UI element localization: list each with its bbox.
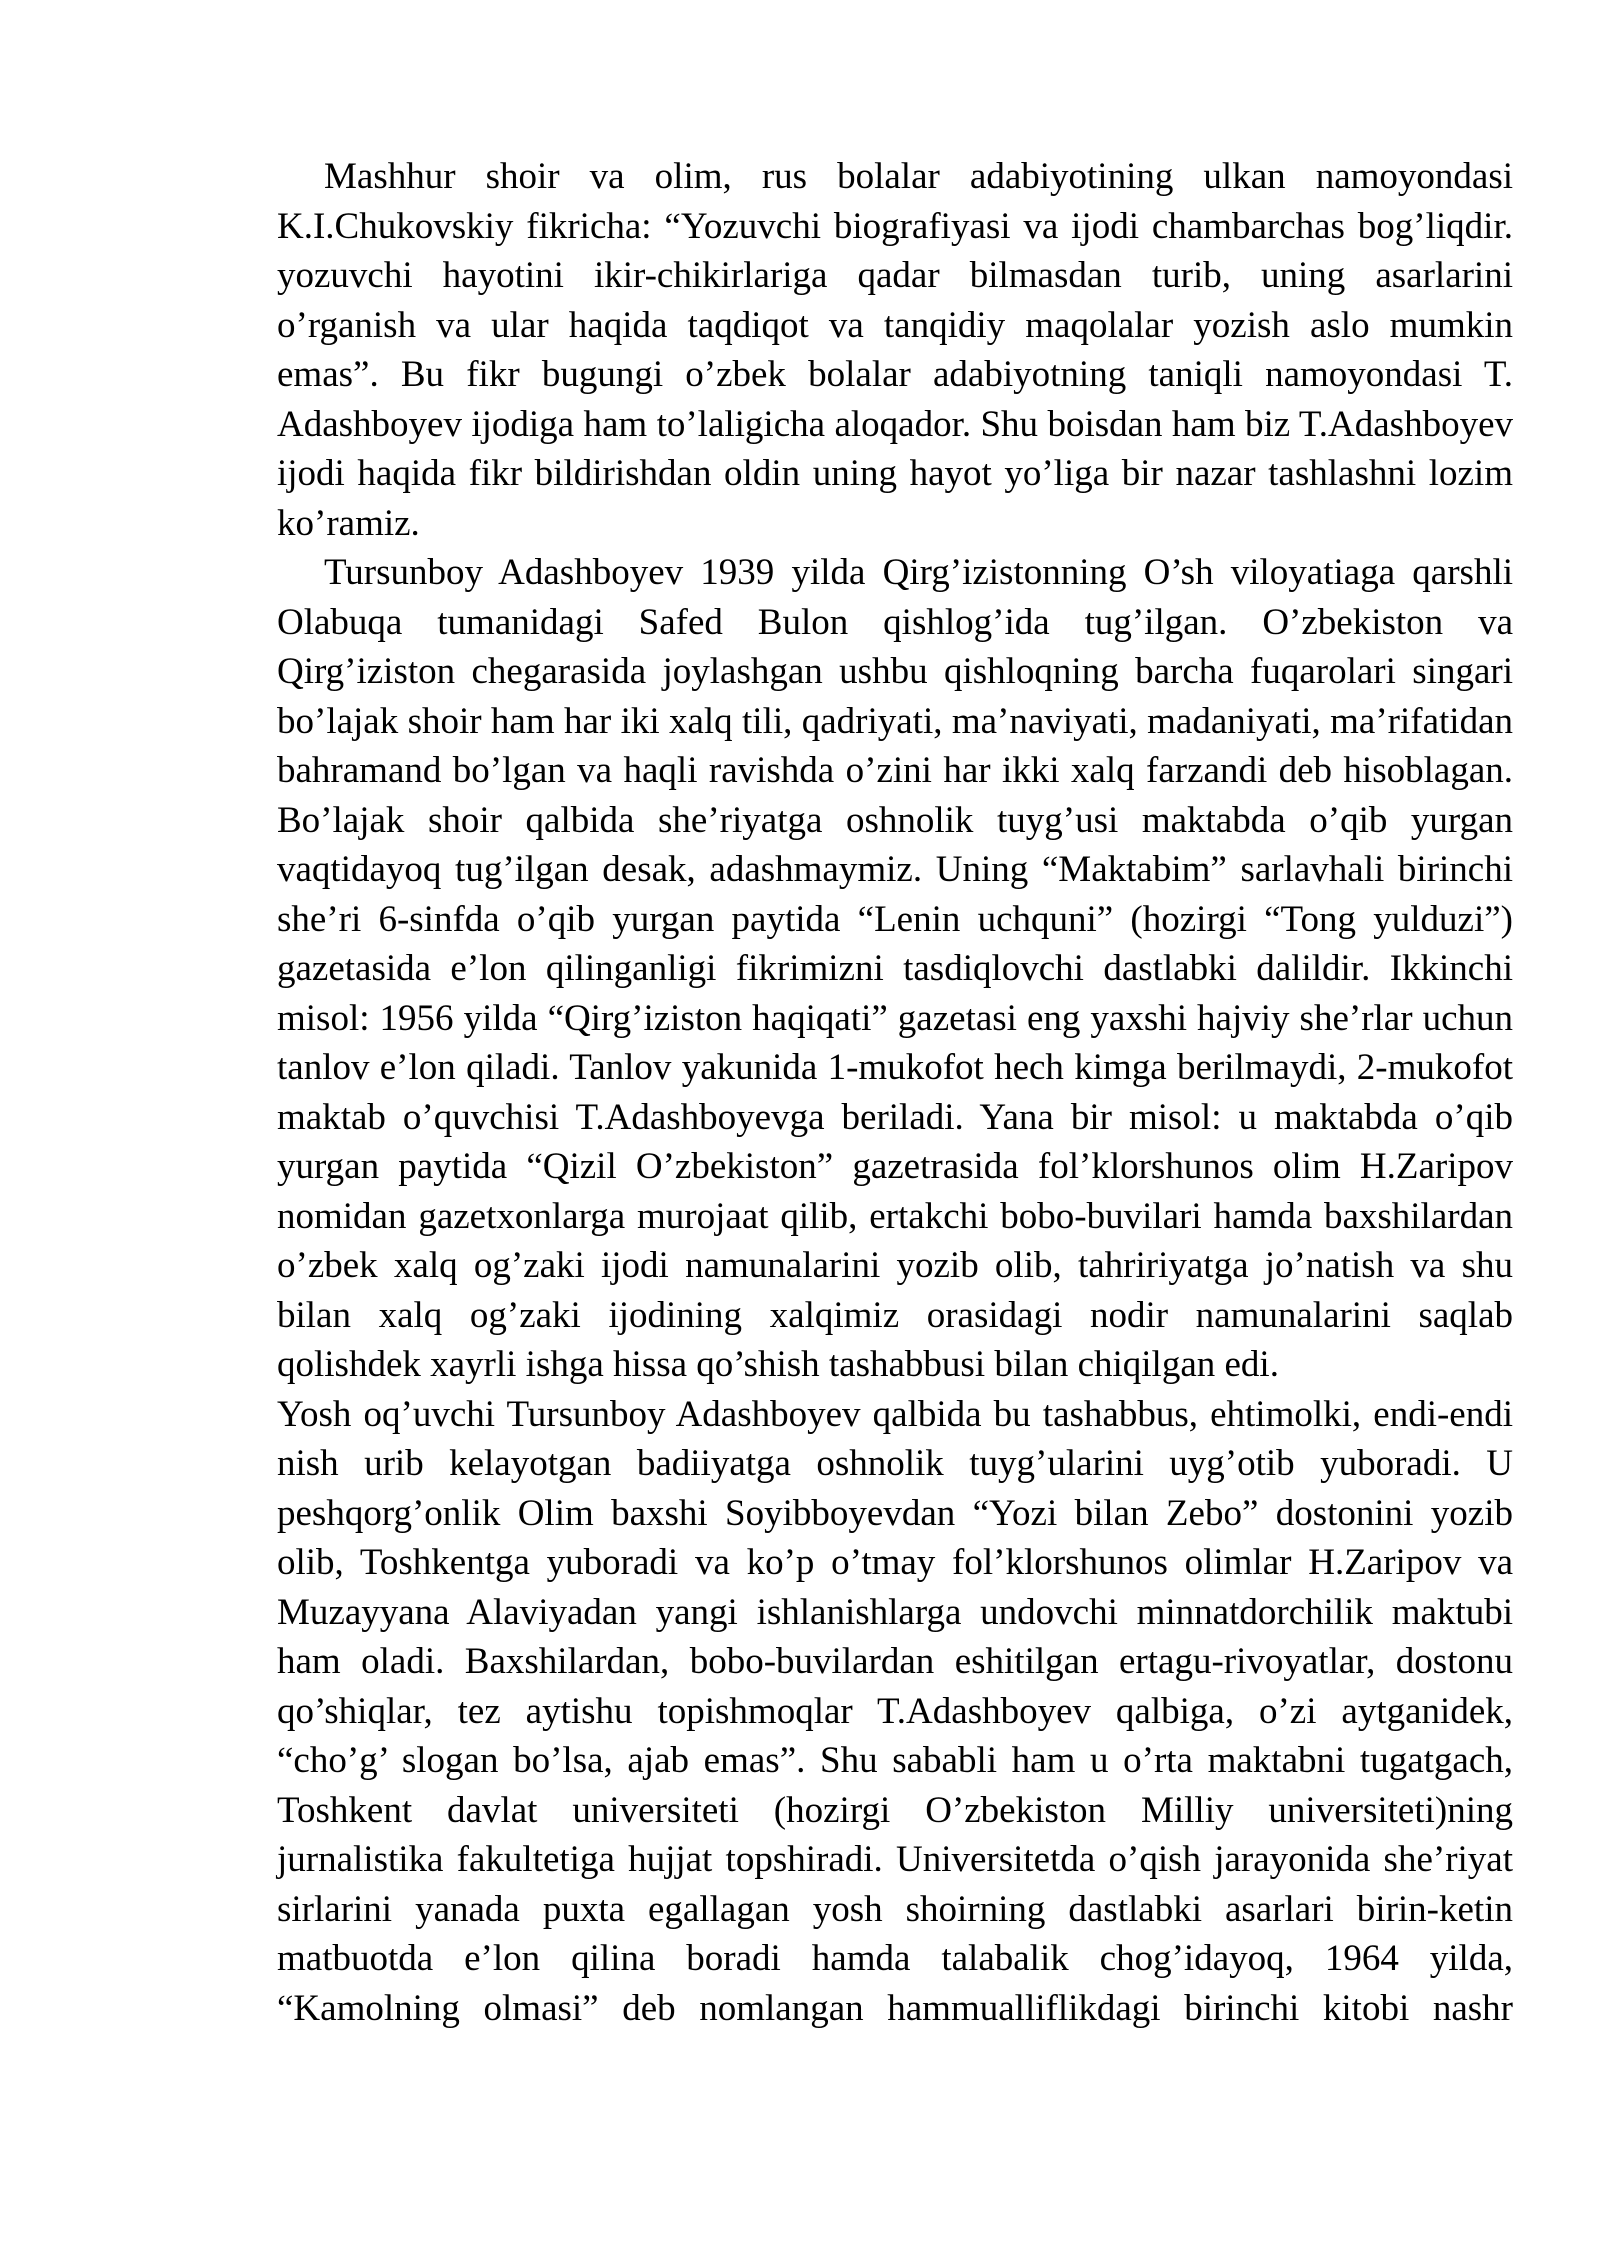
paragraph-university-years: Yosh oq’uvchi Tursunboy Adashboyev qalbida bu tashabbus, ehtimolki, endi-endi nish urib kelayotgan badiiyatga oshnolik tuyg’ularini uyg’otib yuboradi. U peshqorg’onlik Olim baxshi Soyibboyevdan “Yozi bilan Zebo” dostonini yozib olib, Toshkentga yuboradi va ko’p o’tmay fol’klorshunos olimlar H.Zaripov va Muzayyana Alaviyadan yangi ishlanishlarga undovchi minnatdorchilik maktubi ham oladi. Baxshilardan, bobo-buvilardan eshitilgan ertagu-rivoyatlar, dostonu qo’shiqlar, tez aytishu topishmoqlar T.Adashboyev qalbiga, o’zi aytganidek, “cho’g’ slogan bo’lsa, ajab emas”. Shu sababli ham u o’rta maktabni tugatgach, Toshkent davlat universiteti (hozirgi O’zbekiston Milliy universiteti)ning jurnalistika fakultetiga hujjat topshiradi. Universitetda o’qish jarayonida she’riyat sirlarini yanada puxta egallagan yosh shoirning dastlabki asarlari birin-ketin matbuotda e’lon qilina boradi hamda talabalik chog’idayoq, 1964 yilda, “Kamolning olmasi” deb nomlangan hammualliflikdagi birinchi kitobi nashr <box>277 1393 1513 2029</box>
document-page <box>277 152 1513 2033</box>
paragraph-chukovskiy-quote: Mashhur shoir va olim, rus bolalar adabiyotining ulkan namoyondasi K.I.Chukovskiy fikricha: “Yozuvchi biografiyasi va ijodi chambarchas bog’liqdir. yozuvchi hayotini ikir-chikirlariga qadar bilmasdan turib, uning asarlarini o’rganish va ular haqida taqdiqot va tanqidiy maqolalar yozish aslo mumkin emas”. Bu fikr bugungi o’zbek bolalar adabiyotning taniqli namoyondasi T. Adashboyev ijodiga ham to’laligicha aloqador. Shu boisdan ham biz T.Adashboyev ijodi haqida fikr bildirishdan oldin uning hayot yo’liga bir nazar tashlashni lozim ko’ramiz. <box>277 156 1513 544</box>
paragraph-biography-early-life: Tursunboy Adashboyev 1939 yilda Qirg’izistonning O’sh viloyatiaga qarshli Olabuqa tumanidagi Safed Bulon qishlog’ida tug’ilgan. O’zbekiston va Qirg’iziston chegarasida joylashgan ushbu qishloqning barcha fuqarolari singari bo’lajak shoir ham har iki xalq tili, qadriyati, ma’naviyati, madaniyati, ma’rifatidan bahramand bo’lgan va haqli ravishda o’zini har ikki xalq farzandi deb hisoblagan. Bo’lajak shoir qalbida she’riyatga oshnolik tuyg’usi maktabda o’qib yurgan vaqtidayoq tug’ilgan desak, adashmaymiz. Uning “Maktabim” sarlavhali birinchi she’ri 6-sinfda o’qib yurgan paytida “Lenin uchquni” (hozirgi “Tong yulduzi”) gazetasida e’lon qilinganligi fikrimizni tasdiqlovchi dastlabki dalildir. Ikkinchi misol: 1956 yilda “Qirg’iziston haqiqati” gazetasi eng yaxshi hajviy she’rlar uchun tanlov e’lon qiladi. Tanlov yakunida 1-mukofot hech kimga berilmaydi, 2-mukofot maktab o’quvchisi T.Adashboyevga beriladi. Yana bir misol: u maktabda o’qib yurgan paytida “Qizil O’zbekiston” gazetrasida fol’klorshunos olim H.Zaripov nomidan gazetxonlarga murojaat qilib, ertakchi bobo-buvilari hamda baxshilardan o’zbek xalq og’zaki ijodi namunalarini yozib olib, tahririyatga jo’natish va shu bilan xalq og’zaki ijodining xalqimiz orasidagi nodir namunalarini saqlab qolishdek xayrli ishga hissa qo’shish tashabbusi bilan chiqilgan edi. <box>277 552 1513 1385</box>
